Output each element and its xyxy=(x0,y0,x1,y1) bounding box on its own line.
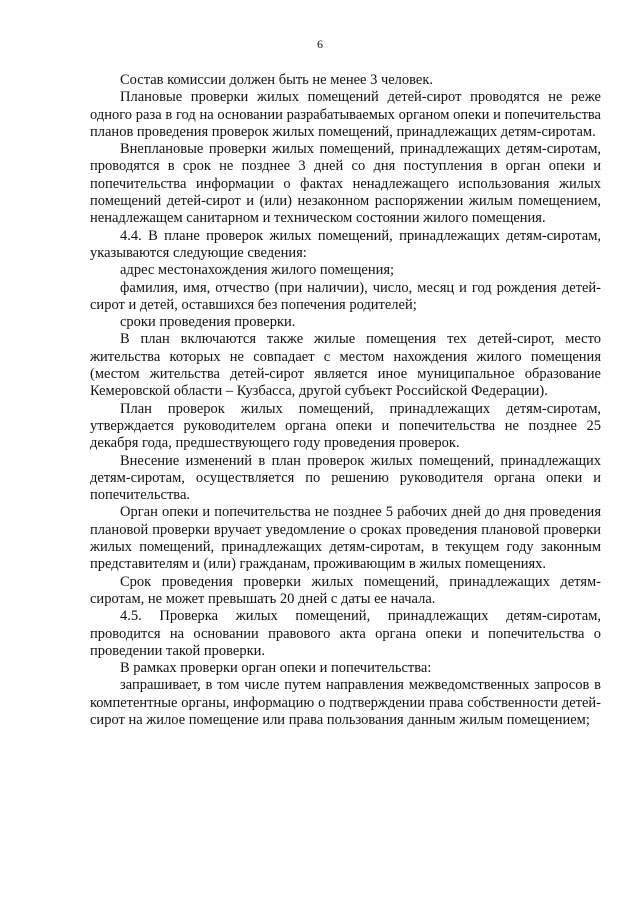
list-item-address: адрес местонахождения жилого помещения; xyxy=(120,262,395,279)
paragraph-plan-approval: План проверок жилых помещений, принадлежащих детям-сиротам, утверждается руководителем органа опеки и попечительства не позднее 25 декабря года, предшествующего году проведения проверок. xyxy=(90,400,601,452)
paragraph-planned-inspections: Плановые проверки жилых помещений детей-сирот проводятся не реже одного раза в год на основании разрабатываемых органом опеки и попечительства планов проведения проверок жилых помещений, принадлежащих детям-сиротам. xyxy=(90,89,601,140)
paragraph-4-4-plan-contents: 4.4. В плане проверок жилых помещений, принадлежащих детям-сиротам, указываются следующие сведения: xyxy=(90,227,601,261)
paragraph-unscheduled-inspections: Внеплановые проверки жилых помещений, принадлежащих детям-сиротам, проводятся в срок не позднее 3 дней со дня поступления в орган опеки и попечительства информации о фактах ненадлежащего использования жилых помещений детей-сирот и (или) незаконном распоряжении жилым помещением, ненадлежащем санитарном и техническом состоянии жилого помещения. xyxy=(90,141,601,227)
paragraph-commission-size: Состав комиссии должен быть не менее 3 человек. xyxy=(120,72,434,88)
list-item-full-name: фамилия, имя, отчество (при наличии), число, месяц и год рождения детей-сирот и детей, оставшихся без попечения родителей; xyxy=(90,279,601,313)
list-item-inspection-dates: сроки проведения проверки. xyxy=(120,314,296,331)
paragraph-requests: запрашивает, в том числе путем направления межведомственных запросов в компетентные органы, информацию о подтверждении права собственности детей-сирот на жилое помещение или права пользования данным жилым помещением; xyxy=(90,677,601,728)
paragraph-plan-inclusions: В план включаются также жилые помещения тех детей-сирот, место жительства которых не совпадает с местом нахождения жилого помещения (местом жительства детей-сирот является иное муниципальное образование Кемеровской области – Кузбасса, другой субъект Российской Федерации). xyxy=(90,331,601,400)
paragraph-plan-changes: Внесение изменений в план проверок жилых помещений, принадлежащих детям-сиротам, осуществляется по решению руководителя органа опеки и попечительства. xyxy=(90,452,601,504)
paragraph-inspection-scope: В рамках проверки орган опеки и попечительства: xyxy=(120,660,432,677)
paragraph-4-5-legal-basis: 4.5. Проверка жилых помещений, принадлежащих детям-сиротам, проводится на основании правового акта органа опеки и попечительства о проведении такой проверки. xyxy=(90,608,601,659)
page-number: 6 xyxy=(317,37,323,51)
paragraph-inspection-duration: Срок проведения проверки жилых помещений, принадлежащих детям-сиротам, не может превышать 20 дней с даты ее начала. xyxy=(90,573,601,607)
paragraph-notification: Орган опеки и попечительства не позднее 5 рабочих дней до дня проведения плановой проверки вручает уведомление о сроках проведения плановой проверки жилых помещений, принадлежащих детям-сиротам, в текущем году законным представителям и (или) гражданам, проживающим в жилых помещениях. xyxy=(90,504,601,573)
document-body xyxy=(90,72,601,729)
